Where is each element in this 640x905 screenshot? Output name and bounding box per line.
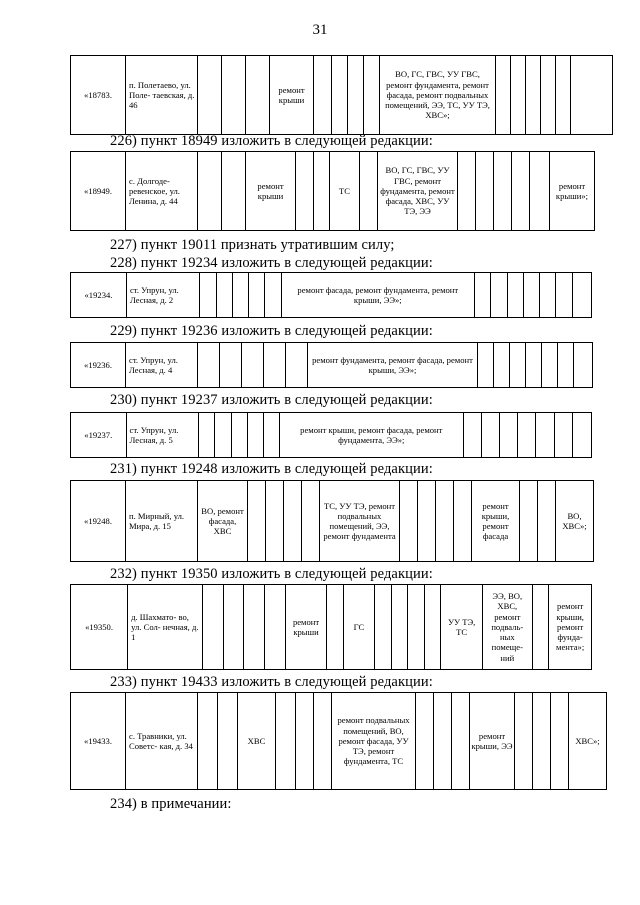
section-heading: 229) пункт 19236 изложить в следующей редакции: xyxy=(110,323,433,339)
table-row xyxy=(70,272,592,318)
table-cell: ремонт крыши, ЭЭ xyxy=(470,693,515,790)
row-address: ст. Упрун, ул. Лесная, д. 2 xyxy=(126,273,199,318)
row-number: «19236. xyxy=(71,343,126,388)
table-row xyxy=(70,480,594,562)
row-number: «19237. xyxy=(71,413,127,458)
row-address: д. Шахмато- во, ул. Сол- нечная, д. 1 xyxy=(128,585,203,670)
section-heading: 227) пункт 19011 признать утратившим силу; xyxy=(110,237,395,253)
row-address: с. Долгоде- ревенское, ул. Ленина, д. 44 xyxy=(126,152,198,231)
row-number: «19350. xyxy=(71,585,128,670)
table-row xyxy=(70,342,593,388)
table-cell: ВО, ГС, ГВС, УУ ГВС, ремонт фундамента, ремонт фасада, ХВС, УУ ТЭ, ЭЭ xyxy=(378,152,458,231)
section-heading: 230) пункт 19237 изложить в следующей редакции: xyxy=(110,392,433,408)
table-row xyxy=(70,412,592,458)
table-row xyxy=(70,55,613,135)
table-cell: ГС xyxy=(343,585,374,670)
row-number: «19248. xyxy=(71,481,126,562)
table-cell: ремонт подвальных помещений, ВО, ремонт фасада, УУ ТЭ, ремонт фундамента, ТС xyxy=(332,693,416,790)
row-number: «18949. xyxy=(71,152,126,231)
table-row xyxy=(70,584,592,670)
section-heading: 232) пункт 19350 изложить в следующей редакции: xyxy=(110,566,433,582)
table-cell: ремонт крыши xyxy=(246,152,296,231)
table-cell: ремонт крыши»; xyxy=(550,152,595,231)
table-cell: ЭЭ, ВО, ХВС, ремонт подваль- ных помеще- ний xyxy=(482,585,532,670)
table-cell: ремонт крыши, ремонт фунда- мента»; xyxy=(549,585,592,670)
row-address: ст. Упрун, ул. Лесная, д. 4 xyxy=(126,343,198,388)
table-cell: ремонт фундамента, ремонт фасада, ремонт крыши, ЭЭ»; xyxy=(308,343,478,388)
table-cell: ВО, ремонт фасада, ХВС xyxy=(198,481,248,562)
table-cell: ВО, ХВС»; xyxy=(556,481,594,562)
row-number: «19433. xyxy=(71,693,126,790)
table-cell: ТС xyxy=(330,152,360,231)
row-address: п. Мирный, ул. Мира, д. 15 xyxy=(126,481,198,562)
table-cell: ВО, ГС, ГВС, УУ ГВС, ремонт фундамента, ремонт фасада, ремонт подвальных помещений, ЭЭ, ТС, УУ ТЭ, ХВС»; xyxy=(380,56,496,135)
table-cell: ремонт крыши xyxy=(270,56,314,135)
row-address: ст. Упрун, ул. Лесная, д. 5 xyxy=(126,413,199,458)
section-heading: 233) пункт 19433 изложить в следующей редакции: xyxy=(110,674,433,690)
row-address: с. Травники, ул. Советс- кая, д. 34 xyxy=(126,693,198,790)
table-cell: ремонт крыши xyxy=(285,585,327,670)
row-number: «18783. xyxy=(71,56,126,135)
table-cell: ремонт крыши, ремонт фасада xyxy=(472,481,520,562)
table-cell: ХВС»; xyxy=(569,693,607,790)
table-cell: ТС, УУ ТЭ, ремонт подвальных помещений, ЭЭ, ремонт фундамента xyxy=(320,481,400,562)
table-cell: ремонт крыши, ремонт фасада, ремонт фундамента, ЭЭ»; xyxy=(279,413,463,458)
section-heading: 226) пункт 18949 изложить в следующей редакции: xyxy=(110,133,433,149)
page-number: 31 xyxy=(312,22,328,38)
table-cell: ремонт фасада, ремонт фундамента, ремонт крыши, ЭЭ»; xyxy=(281,273,474,318)
table-row xyxy=(70,151,595,231)
section-heading: 234) в примечании: xyxy=(110,796,232,812)
row-number: «19234. xyxy=(71,273,127,318)
section-heading: 228) пункт 19234 изложить в следующей редакции: xyxy=(110,255,433,271)
table-cell: ХВС xyxy=(238,693,276,790)
table-row xyxy=(70,692,607,790)
section-heading: 231) пункт 19248 изложить в следующей редакции: xyxy=(110,461,433,477)
table-cell: УУ ТЭ, ТС xyxy=(441,585,483,670)
row-address: п. Полетаево, ул. Поле- таевская, д. 46 xyxy=(126,56,198,135)
